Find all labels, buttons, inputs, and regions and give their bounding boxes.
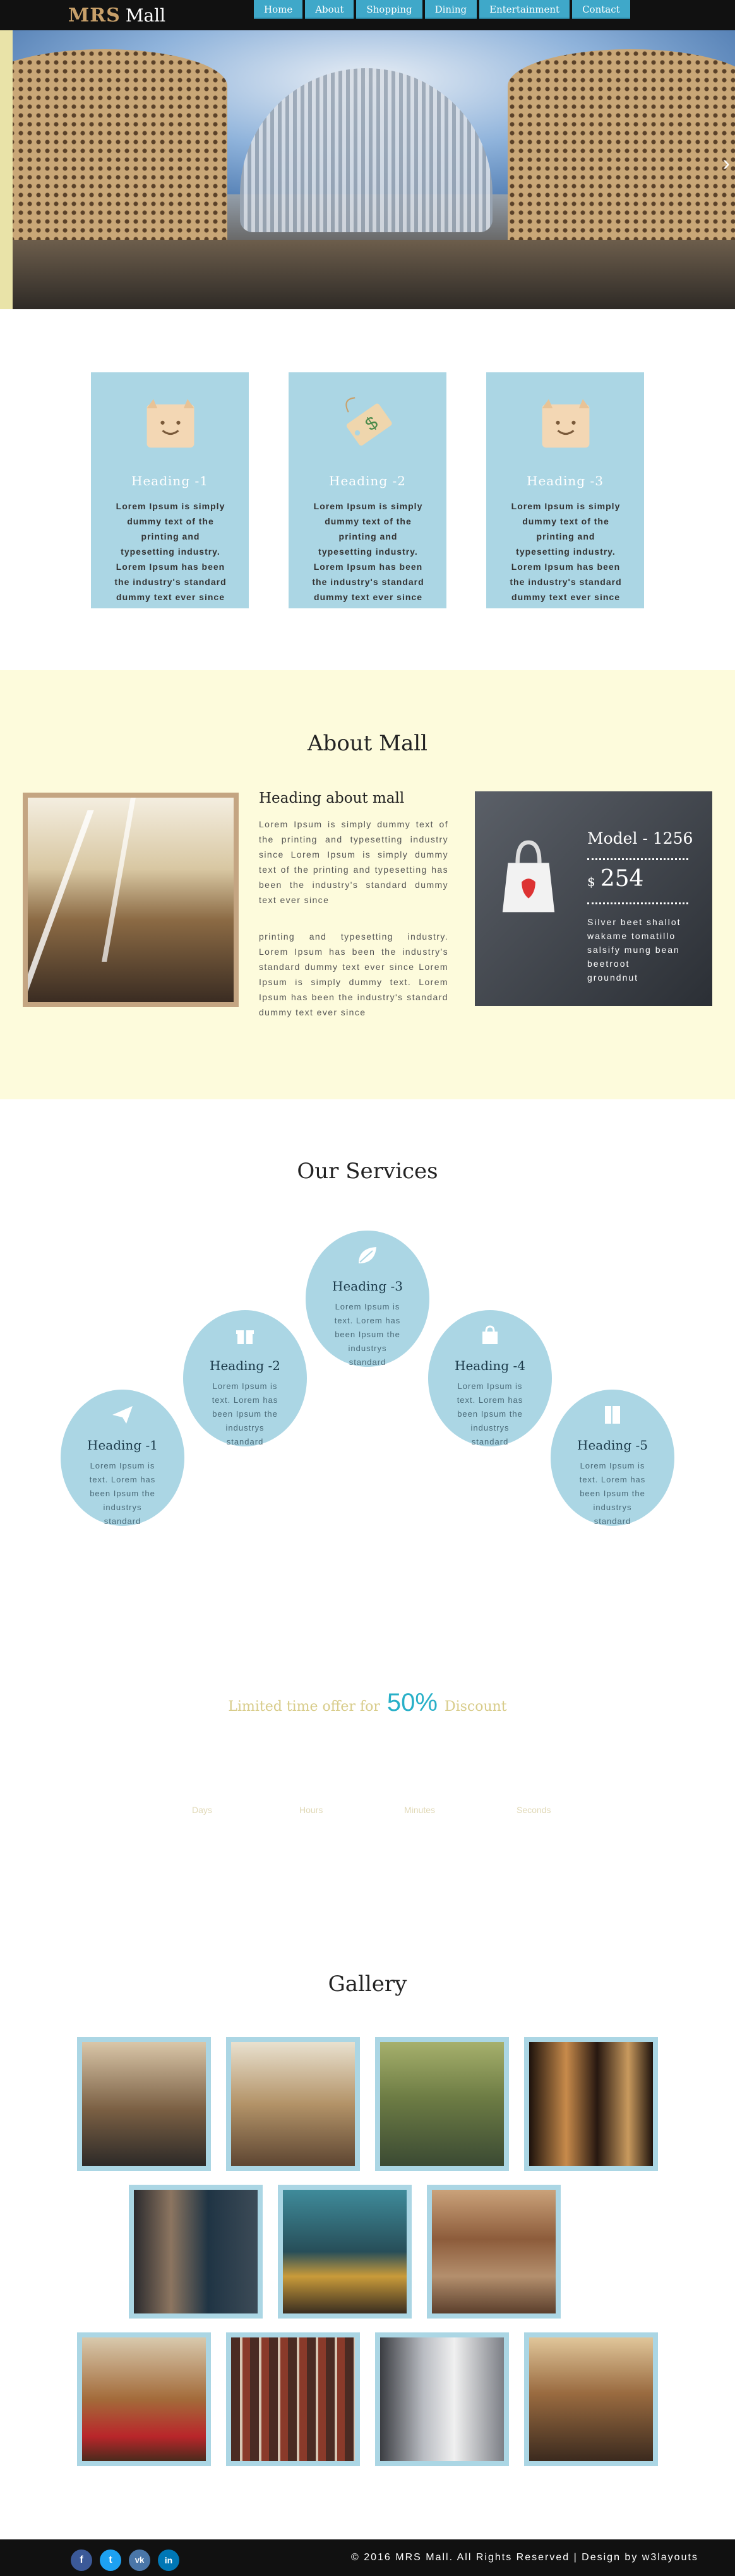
gallery-thumbnail[interactable] — [427, 2185, 561, 2319]
paper-plane-icon — [111, 1403, 134, 1426]
offer-suffix: Discount — [444, 1699, 507, 1715]
about-paragraph-1: Lorem Ipsum is simply dummy text of the printing and typesetting industry since Lorem Ipsum is simply dummy text of the printing and typesetting has been the industry's standard dummy text ever since — [259, 819, 448, 905]
hero-side-strip — [0, 30, 13, 309]
price-value: 254 — [600, 866, 644, 892]
twitter-icon[interactable]: t — [100, 2549, 121, 2571]
service-text: Lorem Ipsum is text. Lorem has been Ipsum the industrys standard — [579, 1461, 646, 1526]
model-price — [587, 866, 643, 892]
gallery-thumbnail[interactable] — [278, 2185, 412, 2319]
service-text: Lorem Ipsum is text. Lorem has been Ipsum the industrys standard — [334, 1302, 401, 1367]
gallery-thumbnail[interactable] — [524, 2332, 658, 2466]
book-icon — [601, 1403, 624, 1426]
gift-icon — [234, 1324, 256, 1347]
shopping-bag-icon — [479, 1324, 501, 1347]
feature-card-3 — [486, 372, 644, 608]
gallery-thumbnail[interactable] — [524, 2037, 658, 2171]
copyright-text: © 2016 MRS Mall. All Rights Reserved | Design by w3layouts — [351, 2552, 698, 2563]
countdown-days-label: Days — [192, 1805, 212, 1815]
footer — [0, 2539, 735, 2576]
about-paragraph-2: printing and typesetting industry. Lorem Ipsum has been the industry's standard dummy text ever since Lorem Ipsum is simply dummy text. Lorem Ipsum has been the industry's standard dummy text ever since — [259, 931, 448, 1017]
model-description: Silver beet shallot wakame tomatillo salsify mung bean beetroot groundnut — [587, 917, 681, 983]
vk-icon[interactable]: vk — [129, 2549, 150, 2571]
box-smile-icon — [533, 393, 599, 458]
facebook-icon[interactable]: f — [71, 2549, 92, 2571]
offer-prefix: Limited time offer for — [228, 1699, 380, 1715]
logo[interactable] — [68, 4, 165, 27]
gallery-thumbnail[interactable] — [226, 2332, 360, 2466]
service-item-1[interactable] — [61, 1390, 184, 1526]
countdown-seconds-label: Seconds — [517, 1805, 551, 1815]
logo-text: Mall — [125, 4, 166, 26]
services-title: Our Services — [297, 1159, 438, 1184]
nav-entertainment[interactable]: Entertainment — [479, 0, 570, 19]
service-text: Lorem Ipsum is text. Lorem has been Ipsum the industrys standard — [457, 1381, 523, 1446]
gallery-thumbnail[interactable] — [375, 2037, 509, 2171]
linkedin-icon[interactable]: in — [158, 2549, 179, 2571]
gallery-title: Gallery — [328, 1971, 407, 1997]
feature-card-2 — [289, 372, 446, 608]
offer-banner — [0, 1689, 735, 1717]
service-title: Heading -1 — [87, 1438, 158, 1453]
service-text: Lorem Ipsum is text. Lorem has been Ipsum the industrys standard — [89, 1461, 156, 1526]
box-smile-icon — [138, 393, 203, 458]
service-title: Heading -2 — [210, 1358, 280, 1373]
top-navbar — [0, 0, 735, 30]
nav-dining[interactable]: Dining — [425, 0, 477, 19]
divider — [587, 902, 688, 904]
countdown-hours-label: Hours — [299, 1805, 323, 1815]
gallery-thumbnail[interactable] — [375, 2332, 509, 2466]
offer-percent: 50% — [386, 1689, 438, 1716]
service-text: Lorem Ipsum is text. Lorem has been Ipsum the industrys standard — [212, 1381, 278, 1446]
feature-card-1 — [91, 372, 249, 608]
service-title: Heading -5 — [577, 1438, 648, 1453]
feature-text: Lorem Ipsum is simply dummy text of the printing and typesetting industry. Lorem Ipsum has been the industry's standard dummy text ever since — [510, 501, 622, 602]
feature-text: Lorem Ipsum is simply dummy text of the printing and typesetting industry. Lorem Ipsum has been the industry's standard dummy text ever since — [114, 501, 227, 602]
nav-about[interactable]: About — [305, 0, 354, 19]
about-photo — [23, 793, 239, 1007]
gallery-thumbnail[interactable] — [129, 2185, 263, 2319]
feature-title: Heading -3 — [527, 473, 604, 488]
feature-title: Heading -2 — [329, 473, 406, 488]
service-item-2[interactable] — [183, 1310, 307, 1446]
logo-mark: MRS — [68, 4, 121, 27]
nav-home[interactable]: Home — [254, 0, 302, 19]
gallery-thumbnail[interactable] — [226, 2037, 360, 2171]
leaf-icon — [356, 1244, 379, 1267]
countdown-minutes-label: Minutes — [404, 1805, 436, 1815]
gallery-thumbnail[interactable] — [77, 2332, 211, 2466]
hero-banner — [0, 30, 735, 309]
nav-shopping[interactable]: Shopping — [356, 0, 422, 19]
model-title: Model - 1256 — [587, 829, 693, 848]
service-item-5[interactable] — [551, 1390, 674, 1526]
nav-contact[interactable]: Contact — [572, 0, 630, 19]
svg-text:$: $ — [361, 412, 382, 435]
about-section — [0, 670, 735, 1099]
service-title: Heading -3 — [332, 1279, 403, 1294]
divider — [587, 858, 688, 860]
hero-plaza — [0, 240, 735, 309]
slider-next-icon[interactable]: › — [722, 151, 730, 175]
currency: $ — [587, 874, 595, 889]
main-nav — [254, 0, 630, 19]
feature-text: Lorem Ipsum is simply dummy text of the printing and typesetting industry. Lorem Ipsum has been the industry's standard dummy text ever since — [312, 501, 424, 602]
about-title: About Mall — [308, 731, 427, 756]
service-item-4[interactable] — [428, 1310, 552, 1446]
price-tag-icon — [335, 393, 401, 458]
service-title: Heading -4 — [455, 1358, 525, 1373]
gallery-thumbnail[interactable] — [77, 2037, 211, 2171]
feature-title: Heading -1 — [131, 473, 208, 488]
model-promo[interactable] — [475, 791, 712, 1006]
shopping-bag-icon — [494, 836, 563, 918]
service-item-3[interactable] — [306, 1231, 429, 1367]
about-heading: Heading about mall — [259, 790, 405, 806]
